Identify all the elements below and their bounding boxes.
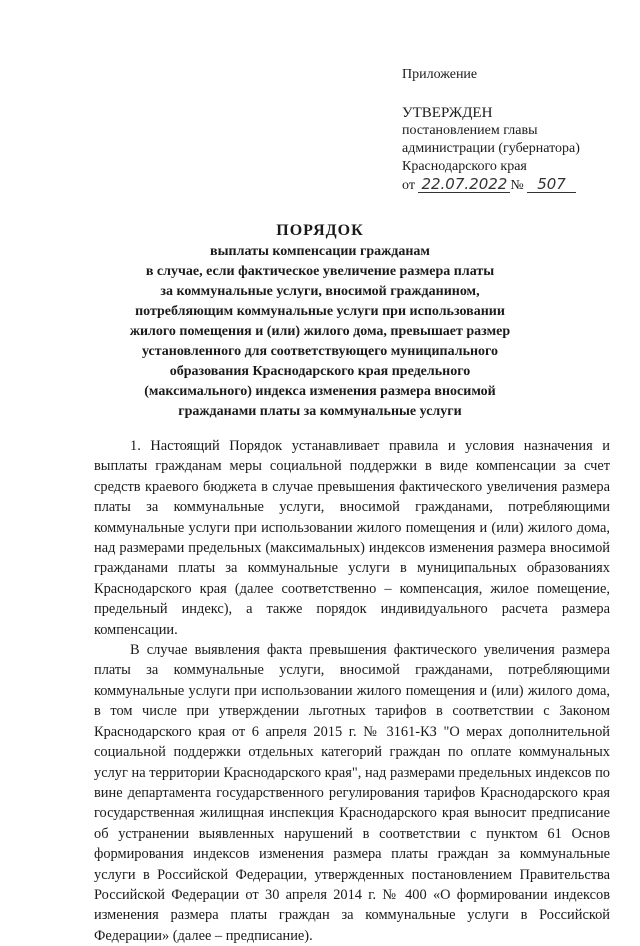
subtitle-line: установленного для соответствующего муниципального — [141, 344, 499, 359]
subtitle-line: выплаты компенсации гражданам — [210, 244, 430, 259]
document-title-block — [100, 222, 540, 422]
subtitle-line: за коммунальные услуги, вносимой гражданином, — [160, 284, 480, 299]
approved-label: УТВЕРЖДЕН — [402, 105, 493, 121]
approval-line: постановлением главы — [402, 123, 538, 138]
date-number-line — [402, 176, 580, 195]
subtitle-line: (максимального) индекса изменения размера вносимой — [144, 384, 496, 399]
subtitle-line: потребляющим коммунальные услуги при использовании — [135, 304, 505, 319]
paragraph: 1. Настоящий Порядок устанавливает правила и условия назначения и выплаты гражданам меры социальной поддержки в виде компенсации за счет средств краевого бюджета в случае превышения фактического увеличения размера платы за коммунальные услуги, вносимой гражданами, потребляющими коммунальные услуги при использовании жилого помещения и (или) жилого дома, над размерами предельных (максимальных) индексов изменения размера вносимой гражданами платы за коммунальные услуги в муниципальных образованиях Краснодарского края (далее соответственно – компенсация, жилое помещение, предельный индекс), а также порядок индивидуального расчета размера компенсации. — [94, 438, 610, 638]
document-body — [94, 436, 610, 946]
document-title: ПОРЯДОК — [276, 222, 364, 239]
document-subtitle — [100, 242, 540, 422]
handwritten-number: 507 — [527, 176, 576, 193]
paragraph: В случае выявления факта превышения фактического увеличения размера платы за коммунальные услуги, вносимой гражданами, потребляющими коммунальные услуги при использовании жилого помещения и (или) жилого дома, в том числе при утверждении льготных тарифов в соответствии с Законом Краснодарского края от 6 апреля 2015 г. № 3161-КЗ "О мерах дополнительной социальной поддержки отдельных категорий граждан по оплате коммунальных услуг на территории Краснодарского края", над размерами предельных индексов по вине департамента государственного регулирования тарифов Краснодарского края государственная жилищная инспекция Краснодарского края выносит предписание об устранении выявленных нарушений в соответствии с пунктом 61 Основ формирования индексов изменения размера платы граждан за коммунальные услуги в Российской Федерации, утвержденных постановлением Правительства Российской Федерации от 30 апреля 2014 г. № 400 «О формировании индексов изменения размера платы граждан за коммунальные услуги в Российской Федерации» (далее – предписание). — [94, 642, 610, 944]
subtitle-line: гражданами платы за коммунальные услуги — [178, 404, 462, 419]
subtitle-line: жилого помещения и (или) жилого дома, превышает размер — [129, 324, 511, 339]
date-prefix: от — [402, 178, 415, 193]
subtitle-line: в случае, если фактическое увеличение размера платы — [145, 264, 495, 279]
handwritten-date: 22.07.2022 — [418, 176, 510, 193]
approval-line: администрации (губернатора) — [402, 141, 580, 156]
appendix-label: Приложение — [402, 67, 478, 82]
subtitle-line: образования Краснодарского края предельного — [169, 364, 471, 379]
number-prefix: № — [510, 178, 524, 193]
approval-stamp — [402, 66, 580, 195]
approval-line: Краснодарского края — [402, 159, 527, 174]
